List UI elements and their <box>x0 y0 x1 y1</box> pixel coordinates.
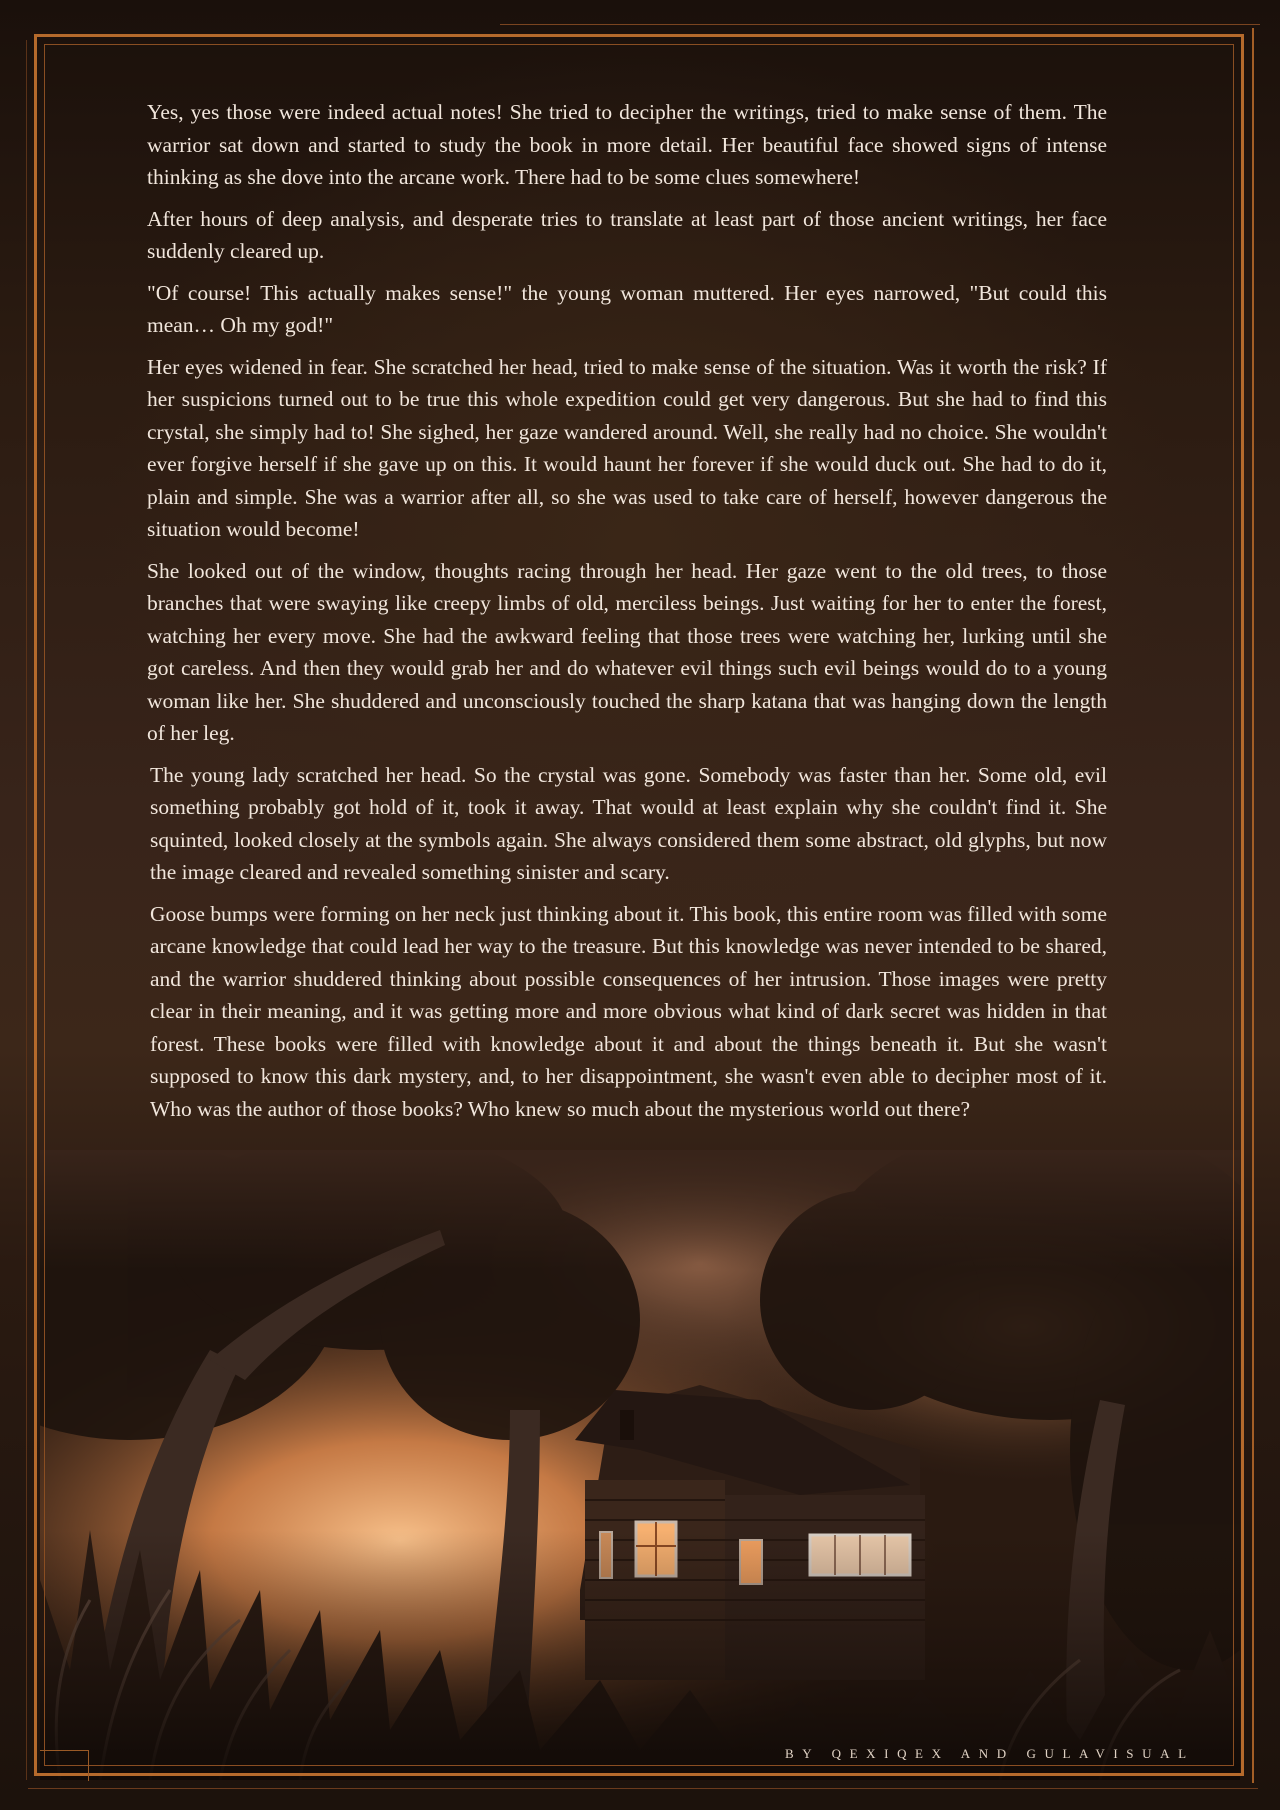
frame-right-line <box>1252 28 1254 1783</box>
frame-top-line <box>500 24 1260 25</box>
frame-left-line <box>26 40 27 1780</box>
story-text <box>147 96 1107 1134</box>
story-paragraph-4: Her eyes widened in fear. She scratched her head, tried to make sense of the situation. Was it worth the risk? If her suspicions turned out to be true this whole expedition could get very dangerous. But she had to find this crystal, she simply had to! She sighed, her gaze wandered around. Well, she really had no choice. She wouldn't ever forgive herself if she gave up on this. It would haunt her forever if she would duck out. She had to do it, plain and simple. She was a warrior after all, so she was used to take care of herself, however dangerous the situation would become! <box>147 354 1107 541</box>
story-paragraph-2: After hours of deep analysis, and desperate tries to translate at least part of those ancient writings, her face suddenly cleared up. <box>147 206 1107 263</box>
author-credit: BY QEXIQEX AND GULAVISUAL <box>785 1746 1195 1761</box>
story-paragraph-7: Goose bumps were forming on her neck just thinking about it. This book, this entire room was filled with some arcane knowledge that could lead her way to the treasure. But this knowledge was never intended to be shared, and the warrior shuddered thinking about possible consequences of her intrusion. Those images were pretty clear in their meaning, and it was getting more and more obvious what kind of dark secret was hidden in that forest. These books were filled with knowledge about it and about the things beneath it. But she wasn't supposed to know this dark mystery, and, to her disappointment, she wasn't even able to decipher most of it. Who was the author of those books? Who knew so much about the mysterious world out there? <box>150 901 1107 1121</box>
story-paragraph-5: She looked out of the window, thoughts racing through her head. Her gaze went to the old trees, to those branches that were swaying like creepy limbs of old, merciless beings. Just waiting for her to enter the forest, watching her every move. She had the awkward feeling that those trees were watching her, lurking until she got careless. And then they would grab her and do whatever evil things such evil beings would do to a young woman like her. She shuddered and unconsciously touched the sharp katana that was hanging down the length of her leg. <box>147 558 1107 745</box>
forest-cabin-illustration <box>40 1150 1240 1780</box>
story-paragraph-3: "Of course! This actually makes sense!" the young woman muttered. Her eyes narrowed, "But could this mean… Oh my god!" <box>147 280 1107 337</box>
story-paragraph-1: Yes, yes those were indeed actual notes! She tried to decipher the writings, tried to make sense of them. The warrior sat down and started to study the book in more detail. Her beautiful face showed signs of intense thinking as she dove into the arcane work. There had to be some clues somewhere! <box>147 100 1107 189</box>
frame-bottom-line <box>28 1788 1258 1789</box>
story-paragraph-6: The young lady scratched her head. So the crystal was gone. Somebody was faster than her. Some old, evil something probably got hold of it, took it away. That would at least explain why she couldn't find it. She squinted, looked closely at the symbols again. She always considered them some abstract, old glyphs, but now the image cleared and revealed something sinister and scary. <box>150 762 1107 884</box>
corner-ornament <box>40 1750 89 1781</box>
